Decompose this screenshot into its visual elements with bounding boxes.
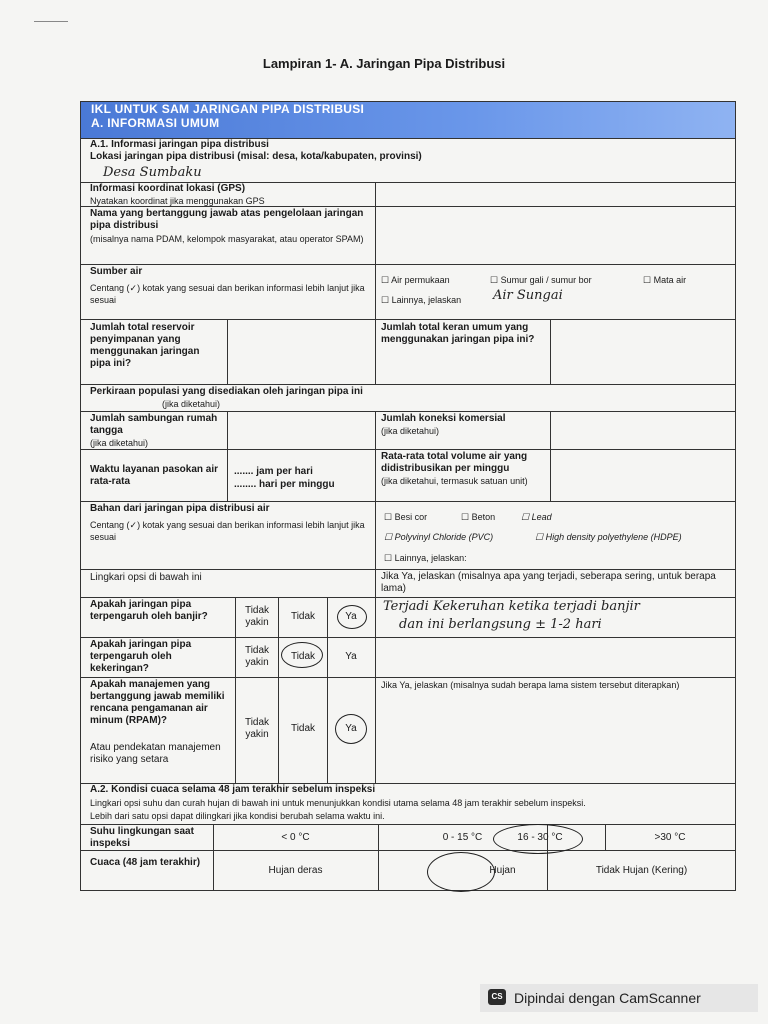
explain-yes-note: Jika Ya, jelaskan (misalnya apa yang terjadi, seberapa sering, untuk berapa lama) [381, 571, 716, 594]
gps-note: Nyatakan koordinat jika menggunakan GPS [90, 196, 265, 206]
weather-option-dry: Tidak Hujan (Kering) [595, 865, 688, 876]
drought-question: Apakah jaringan pipa terpengaruh oleh kekeringan? [90, 639, 192, 674]
commercial-label: Jumlah koneksi komersial [381, 413, 506, 424]
temp-16-30-circle [493, 824, 583, 854]
service-time-label: Waktu layanan pasokan air rata-rata [90, 464, 219, 487]
temp-option-below-zero: < 0 °C [281, 832, 310, 843]
temp-option-above-30: >30 °C [654, 832, 686, 843]
service-hours: ....... jam per hari [234, 466, 313, 477]
drought-yes: Ya [345, 651, 357, 662]
temperature-label: Suhu lingkungan saat inspeksi [90, 826, 194, 849]
a1-title: A.1. Informasi jaringan pipa distribusi [90, 139, 269, 150]
population-label: Perkiraan populasi yang disediakan oleh jaringan pipa ini [90, 386, 363, 397]
rpam-yes-circle [335, 714, 367, 744]
source-option-surface: ☐ Air permukaan [381, 275, 450, 285]
rpam-unsure: Tidak yakin [244, 717, 270, 740]
inspection-form [80, 101, 736, 891]
source-note: Centang (✓) kotak yang sesuai dan berikan informasi lebih lanjut jika sesuai [90, 283, 365, 305]
source-other-value: Air Sungai [493, 288, 563, 303]
material-lead: ☐ Lead [521, 512, 552, 522]
camscanner-text: Dipindai dengan CamScanner [514, 990, 701, 1006]
source-label: Sumber air [90, 266, 143, 277]
rpam-no: Tidak [290, 723, 316, 734]
flood-yes-circle [337, 605, 367, 629]
a2-note1: Lingkari opsi suhu dan curah hujan di bawah ini untuk menunjukkan kondisi utama selama 48 jam terakhir sebelum inspeksi. [90, 798, 586, 808]
rpam-question: Apakah manajemen yang bertanggung jawab memiliki rencana pengamanan air minum (RPAM)? [90, 679, 225, 726]
camscanner-watermark [480, 984, 758, 1012]
source-option-spring: ☐ Mata air [643, 275, 687, 285]
drought-unsure: Tidak yakin [244, 645, 270, 668]
taps-label: Jumlah total keran umum yang menggunakan jaringan pipa ini? [381, 322, 535, 345]
circle-instruction: Lingkari opsi di bawah ini [90, 572, 202, 583]
flood-unsure: Tidak yakin [244, 605, 270, 628]
household-label: Jumlah sambungan rumah tangga [90, 413, 218, 436]
scan-artifact [34, 21, 68, 22]
material-pvc: ☐ Polyvinyl Chloride (PVC) [384, 532, 494, 542]
material-label: Bahan dari jaringan pipa distribusi air [90, 503, 270, 514]
service-days: ........ hari per minggu [234, 479, 335, 490]
page-title: Lampiran 1- A. Jaringan Pipa Distribusi [262, 56, 506, 71]
a2-note2: Lebih dari satu opsi dapat dilingkari jika kondisi berubah selama waktu ini. [90, 811, 385, 821]
material-note: Centang (✓) kotak yang sesuai dan berikan informasi lebih lanjut jika sesuai [90, 520, 365, 542]
flood-question: Apakah jaringan pipa terpengaruh oleh banjir? [90, 599, 208, 622]
temp-option-16-30: 16 - 30 °C [517, 832, 563, 843]
gps-label: Informasi koordinat lokasi (GPS) [90, 183, 246, 194]
source-option-well: ☐ Sumur gali / sumur bor [490, 275, 592, 285]
material-hdpe: ☐ High density polyethylene (HDPE) [535, 532, 682, 542]
weather-option-heavy-rain: Hujan deras [268, 865, 323, 876]
drought-no-circle [281, 642, 323, 668]
flood-answer-line2: dan ini berlangsung ± 1-2 hari [399, 617, 602, 632]
household-note: (jika diketahui) [90, 438, 149, 448]
weather-label: Cuaca (48 jam terakhir) [90, 857, 201, 868]
volume-note: (jika diketahui, termasuk satuan unit) [381, 476, 528, 486]
camscanner-logo-icon: CS [488, 989, 506, 1005]
responsible-label: Nama yang bertanggung jawab atas pengelolaan jaringan pipa distribusi [90, 208, 364, 231]
material-cast-iron: ☐ Besi cor [384, 512, 428, 522]
form-header [81, 102, 735, 138]
weather-rain-circle [427, 852, 495, 892]
population-note: (jika diketahui) [162, 399, 221, 409]
form-header-title: IKL UNTUK SAM JARINGAN PIPA DISTRIBUSI [91, 102, 365, 116]
weather-option-rain: Hujan [489, 865, 516, 876]
drought-no: Tidak [290, 651, 316, 662]
flood-no: Tidak [290, 611, 316, 622]
a2-title: A.2. Kondisi cuaca selama 48 jam terakhir sebelum inspeksi [90, 784, 376, 795]
flood-yes: Ya [345, 611, 357, 622]
rpam-question-alt: Atau pendekatan manajemen risiko yang setara [90, 742, 221, 765]
location-label: Lokasi jaringan pipa distribusi (misal: desa, kota/kabupaten, provinsi) [90, 151, 422, 162]
location-value: Desa Sumbaku [103, 165, 202, 180]
material-concrete: ☐ Beton [461, 512, 496, 522]
section-title: A. INFORMASI UMUM [91, 116, 220, 130]
material-other: ☐ Lainnya, jelaskan: [384, 553, 467, 563]
volume-label: Rata-rata total volume air yang didistribusikan per minggu [381, 451, 528, 474]
rpam-explain: Jika Ya, jelaskan (misalnya sudah berapa lama sistem tersebut diterapkan) [381, 680, 680, 690]
source-option-other: ☐ Lainnya, jelaskan [381, 295, 462, 305]
reservoir-label: Jumlah total reservoir penyimpanan yang menggunakan jaringan pipa ini? [90, 322, 200, 369]
rpam-yes: Ya [345, 723, 357, 734]
responsible-note: (misalnya nama PDAM, kelompok masyarakat, atau operator SPAM) [90, 234, 364, 244]
temp-option-0-15: 0 - 15 °C [442, 832, 483, 843]
flood-answer-line1: Terjadi Kekeruhan ketika terjadi banjir [383, 599, 640, 614]
commercial-note: (jika diketahui) [381, 426, 440, 436]
